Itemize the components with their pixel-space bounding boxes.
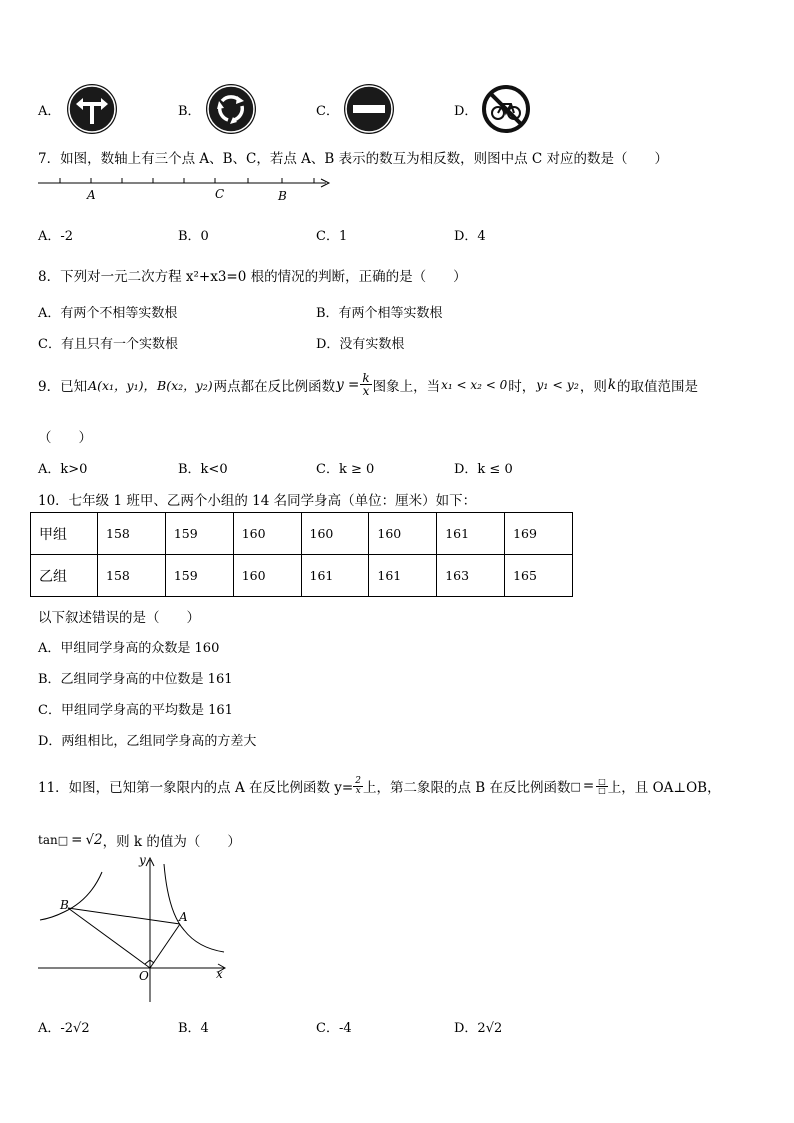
q9-condition-1: x₁ < x₂ < 0 [441, 377, 508, 392]
number-line [36, 174, 336, 204]
q9-text-d: 时， [508, 378, 536, 395]
q9-option-d: D．k ≤ 0 [454, 462, 513, 477]
table-cell: 159 [165, 555, 233, 597]
q11-option-d: D．2√2 [454, 1021, 503, 1036]
table-cell: 160 [233, 513, 301, 555]
fig-label-x: x [216, 967, 223, 981]
fig-label-a: A [179, 910, 188, 924]
table-cell: 158 [98, 513, 166, 555]
q11-tan: tan [38, 833, 58, 847]
group-label: 甲组 [31, 513, 98, 555]
q8-option-c: C．有且只有一个实数根 [38, 337, 178, 352]
q7-option-b: B．0 [178, 229, 209, 244]
q11-frac1-num: 2 [355, 775, 361, 786]
table-cell: 161 [301, 555, 369, 597]
q11-text-c: 上，且 OA⊥OB， [607, 780, 721, 796]
q10-option-b: B．乙组同学身高的中位数是 161 [38, 672, 233, 687]
q9-func-y: y = [336, 376, 360, 393]
q9-option-b: B．k<0 [178, 462, 228, 477]
q11-frac2-den: □ [598, 785, 606, 795]
q11-text-d: ，则 k 的值为（ ） [102, 834, 241, 850]
q9-point-a: A(x₁，y₁)， [88, 377, 157, 393]
no-bicycles-sign-icon [481, 84, 531, 134]
fig-label-y: y [139, 853, 146, 867]
group-label: 乙组 [31, 555, 98, 597]
q9-fraction [360, 372, 371, 397]
table-cell: 159 [165, 513, 233, 555]
question-9-stem [38, 372, 698, 397]
axis-label-a: A [87, 188, 96, 202]
q7-option-d: D．4 [454, 229, 486, 244]
table-cell: 163 [437, 555, 505, 597]
axis-label-b: B [278, 189, 287, 203]
option-c-label: C． [316, 104, 339, 119]
q10-ask: 以下叙述错误的是（ ） [38, 610, 200, 626]
q11-option-b: B．4 [178, 1021, 209, 1036]
q9-text-e: ，则 [579, 378, 607, 395]
q11-sqrt2: √2 [85, 832, 103, 848]
q10-option-a: A．甲组同学身高的众数是 160 [38, 641, 220, 656]
option-d-label: D． [454, 104, 478, 119]
q11-eq: = [582, 778, 595, 794]
roundabout-sign-icon [206, 84, 256, 134]
q11-fraction-1 [353, 777, 363, 796]
q10-option-d: D．两组相比，乙组同学身高的方差大 [38, 734, 257, 749]
q9-point-b: B(x₂，y₂) [157, 377, 213, 393]
option-a-label: A． [38, 104, 61, 119]
table-cell: 160 [301, 513, 369, 555]
question-10-stem: 10．七年级 1 班甲、乙两个小组的 14 名同学身高（单位：厘米）如下： [38, 493, 477, 509]
q11-frac2-num: □ [598, 776, 606, 786]
question-11-stem [38, 776, 721, 796]
q9-text-b: 两点都在反比例函数 [213, 378, 336, 395]
question-7-stem: 7．如图，数轴上有三个点 A、B、C，若点 A、B 表示的数互为相反数，则图中点 C 对应的数是（ ） [38, 151, 669, 167]
q9-option-c: C．k ≥ 0 [316, 462, 375, 477]
q11-eq-2: = [71, 832, 83, 848]
q9-frac-den: x [362, 384, 370, 398]
q11-text-b: 上，第二象限的点 B 在反比例函数 [362, 780, 571, 796]
option-b-label: B． [178, 104, 201, 119]
q9-k: k [607, 376, 617, 393]
table-cell: 161 [437, 513, 505, 555]
fig-label-o: O [139, 969, 149, 983]
q11-missing-glyph: □ [570, 779, 581, 793]
q9-frac-num: k [362, 371, 370, 385]
q11-fraction-2 [596, 778, 608, 795]
q8-option-b: B．有两个相等实数根 [316, 306, 443, 321]
q11-line-2 [38, 830, 241, 850]
q8-option-d: D．没有实数根 [316, 337, 405, 352]
q9-paren: （ ） [38, 430, 92, 446]
q11-figure [34, 852, 234, 1012]
q11-text-a: 11．如图，已知第一象限内的点 A 在反比例函数 y= [38, 780, 354, 796]
height-table [30, 512, 573, 597]
q9-option-a: A．k>0 [38, 462, 88, 477]
q11-missing-glyph-2: □ [57, 833, 69, 847]
q9-text-f: 的取值范围是 [617, 378, 699, 395]
q9-text-a: 9．已知 [38, 378, 88, 395]
table-cell: 160 [369, 513, 437, 555]
table-row [31, 513, 573, 555]
table-row [31, 555, 573, 597]
table-cell: 158 [98, 555, 166, 597]
q10-option-c: C．甲组同学身高的平均数是 161 [38, 703, 233, 718]
turn-left-right-arrow-sign-icon [67, 84, 117, 134]
axis-label-c: C [215, 187, 225, 201]
q11-option-a: A．-2√2 [38, 1021, 90, 1036]
table-cell: 169 [505, 513, 573, 555]
q9-text-c: 图象上，当 [372, 378, 441, 395]
table-cell: 165 [505, 555, 573, 597]
question-8-stem: 8．下列对一元二次方程 x²+x3=0 根的情况的判断，正确的是（ ） [38, 269, 467, 285]
q11-frac1-den: x [355, 785, 361, 796]
table-cell: 160 [233, 555, 301, 597]
q9-condition-2: y₁ < y₂ [536, 377, 579, 392]
no-entry-sign-icon [344, 84, 394, 134]
q8-option-a: A．有两个不相等实数根 [38, 306, 178, 321]
q11-option-c: C．-4 [316, 1021, 352, 1036]
table-cell: 161 [369, 555, 437, 597]
q7-option-a: A．-2 [38, 229, 74, 244]
q7-option-c: C．1 [316, 229, 348, 244]
fig-label-b: B [60, 898, 69, 912]
